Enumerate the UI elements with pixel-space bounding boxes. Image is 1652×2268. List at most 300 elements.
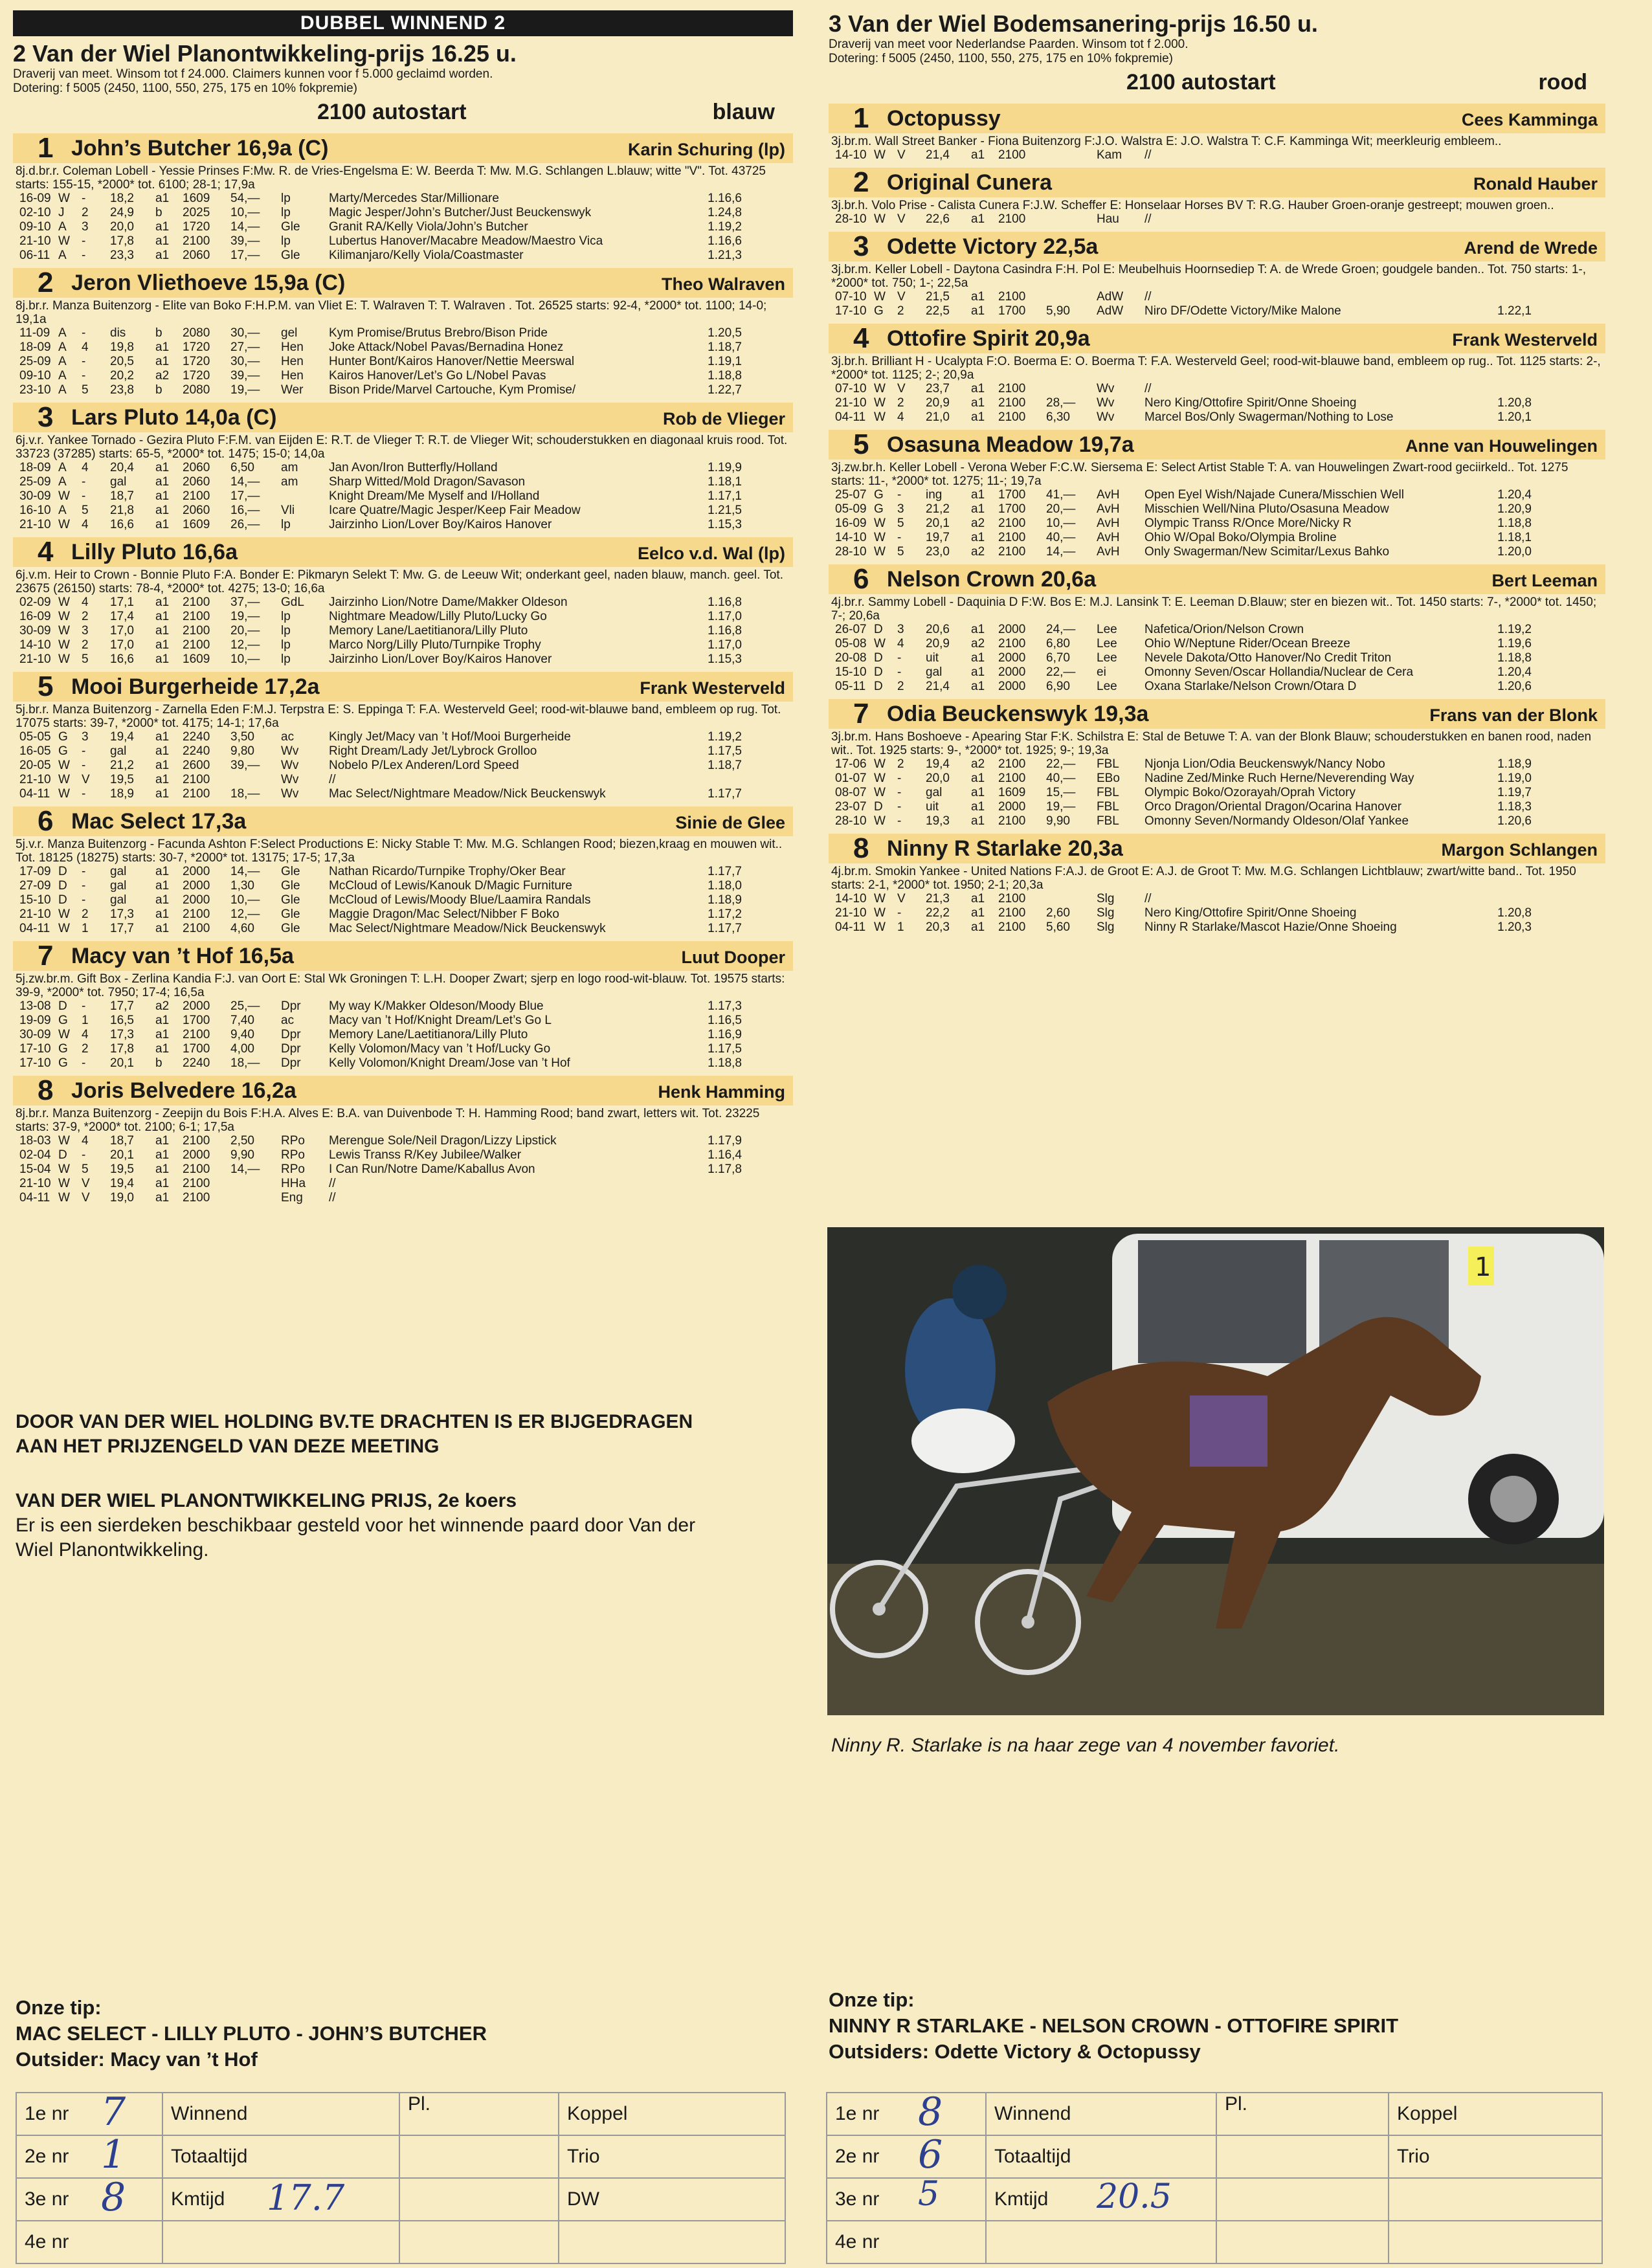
- result-cell: 6,80: [1046, 637, 1070, 650]
- result-row: [832, 772, 1534, 786]
- form-cell[interactable]: [162, 2178, 399, 2221]
- result-cell: Gle: [281, 922, 300, 935]
- result-cell: 41,—: [1046, 488, 1076, 502]
- result-cell: dis: [110, 326, 126, 340]
- result-row: [832, 488, 1534, 502]
- result-cell: //: [1144, 148, 1152, 162]
- result-cell: 14-10: [835, 531, 867, 544]
- result-cell: 19,—: [1046, 800, 1076, 814]
- result-cell: 28,—: [1046, 396, 1076, 410]
- result-row: [832, 757, 1534, 772]
- result-row: [17, 461, 744, 475]
- result-cell: 39,—: [230, 234, 260, 248]
- result-row: [832, 148, 1534, 162]
- horse-entry: [829, 104, 1605, 162]
- tip-picks: NINNY R STARLAKE - NELSON CROWN - OTTOFIRE SPIRIT: [829, 2014, 1399, 2037]
- result-cell: 40,—: [1046, 531, 1076, 544]
- result-row: [17, 907, 744, 922]
- result-cell: [1044, 148, 1094, 162]
- result-cell: -: [82, 787, 86, 801]
- result-cell: 14,—: [230, 475, 260, 489]
- result-cell: 21-10: [19, 518, 51, 531]
- result-cell: 1609: [998, 786, 1026, 799]
- result-cell: 07-10: [835, 382, 867, 395]
- result-cell: 28-10: [835, 545, 867, 559]
- result-cell: 19-09: [19, 1014, 51, 1027]
- form-cell[interactable]: [559, 2135, 785, 2178]
- form-cell[interactable]: [559, 2178, 785, 2221]
- form-cell[interactable]: [1389, 2093, 1602, 2135]
- horse-name: Macy van ’t Hof 16,5a: [71, 944, 294, 968]
- result-cell: 6,70: [1046, 651, 1070, 665]
- form-cell[interactable]: [1216, 2178, 1389, 2221]
- result-row: [17, 249, 744, 263]
- entries-list: [13, 133, 793, 1205]
- driver-name: Margon Schlangen: [1441, 840, 1598, 860]
- result-cell: 3: [897, 502, 904, 516]
- result-cell: 2100: [998, 757, 1026, 771]
- result-cell: 30,—: [230, 326, 260, 340]
- driver-name: Luut Dooper: [681, 948, 785, 967]
- form-cell[interactable]: [399, 2093, 559, 2135]
- form-cell[interactable]: [827, 2175, 986, 2221]
- result-cell: 10,—: [1046, 517, 1076, 530]
- result-cell: 1700: [998, 502, 1026, 516]
- result-cell: 5: [82, 1162, 89, 1176]
- handwritten-number: 8: [101, 2175, 126, 2220]
- form-label: Trio: [567, 2146, 600, 2167]
- driver-name: Rob de Vlieger: [662, 409, 785, 428]
- entries-list: [829, 104, 1605, 935]
- result-cell: -: [82, 879, 86, 893]
- result-row: [832, 920, 1534, 935]
- result-cell: lp: [281, 192, 291, 205]
- result-cell: a1: [971, 892, 985, 906]
- result-cell: 1.17,1: [708, 489, 742, 503]
- form-cell[interactable]: [399, 2178, 559, 2221]
- result-cell: 2000: [998, 665, 1026, 679]
- form-cell[interactable]: [827, 2221, 986, 2263]
- result-cell: 2240: [183, 730, 210, 744]
- result-cell: 20,5: [110, 355, 134, 368]
- result-cell: 2100: [183, 1177, 210, 1190]
- result-cell: ing: [926, 488, 943, 502]
- result-cell: Wv: [281, 787, 299, 801]
- result-cell: 17,8: [110, 234, 134, 248]
- result-cell: a1: [971, 623, 985, 636]
- form-cell[interactable]: [162, 2093, 399, 2135]
- result-cell: Lubertus Hanover/Macabre Meadow/Maestro Vica: [329, 234, 603, 248]
- form-cell[interactable]: [162, 2135, 399, 2178]
- result-row: [17, 383, 744, 397]
- handwritten-number: 6: [918, 2132, 943, 2177]
- result-row: [17, 744, 744, 759]
- result-cell: EBo: [1097, 772, 1120, 785]
- result-cell: 2100: [998, 906, 1026, 920]
- result-cell: Dpr: [281, 999, 301, 1013]
- result-cell: 19,3: [926, 814, 950, 828]
- result-cell: 14-10: [835, 892, 867, 906]
- horse-name: John’s Butcher 16,9a (C): [71, 136, 329, 161]
- form-cell[interactable]: [827, 2089, 986, 2135]
- result-cell: 1.17,3: [708, 999, 742, 1013]
- result-row: [17, 652, 744, 667]
- entry-number: 8: [38, 1074, 54, 1106]
- horse-entry: [13, 672, 793, 801]
- result-cell: a1: [971, 786, 985, 799]
- form-label: Winnend: [171, 2103, 248, 2124]
- result-cell: 1.18,7: [708, 759, 742, 772]
- result-cell: -: [897, 651, 902, 665]
- result-cell: [228, 1191, 278, 1205]
- result-row: [17, 595, 744, 610]
- result-cell: 2100: [998, 290, 1026, 304]
- result-cell: [1484, 382, 1534, 396]
- result-cell: 19,8: [110, 340, 134, 354]
- result-cell: 17-10: [19, 1042, 51, 1056]
- result-cell: W: [58, 1134, 70, 1148]
- tip-block: [16, 1995, 487, 2073]
- result-cell: -: [82, 489, 86, 503]
- result-cell: gal: [926, 665, 943, 679]
- result-cell: //: [329, 1191, 336, 1205]
- harness-racing-photo: [827, 1227, 1604, 1715]
- result-cell: a1: [971, 148, 985, 162]
- result-cell: -: [82, 865, 86, 878]
- result-cell: 18-09: [19, 340, 51, 354]
- result-cell: a1: [971, 212, 985, 226]
- form-cell[interactable]: [1216, 2093, 1389, 2135]
- result-cell: W: [58, 1191, 70, 1205]
- left-column: [13, 10, 793, 1205]
- result-cell: A: [58, 326, 67, 340]
- form-cell[interactable]: [827, 2132, 986, 2178]
- entry-number: 5: [853, 428, 869, 460]
- results-table: [832, 892, 1534, 935]
- result-cell: 1.20,4: [1497, 488, 1532, 502]
- result-cell: Niro DF/Odette Victory/Mike Malone: [1144, 304, 1341, 318]
- result-cell: 2100: [183, 1028, 210, 1041]
- result-row: [832, 382, 1534, 396]
- form-cell[interactable]: [16, 2089, 162, 2135]
- result-cell: W: [58, 1162, 70, 1176]
- entry-number: 5: [38, 671, 54, 702]
- result-cell: 1.16,4: [708, 1148, 742, 1162]
- result-cell: 1700: [183, 1014, 210, 1027]
- result-cell: 2000: [183, 999, 210, 1013]
- result-cell: [1484, 212, 1534, 227]
- form-label: 2e nr: [835, 2146, 880, 2167]
- result-cell: D: [58, 1148, 67, 1162]
- result-cell: A: [58, 340, 67, 354]
- horse-pedigree: 6j.v.r. Yankee Tornado - Gezira Pluto F:F.M. van Eijden E: R.T. de Vlieger T: R.T. de Vlieger Wit; schouderstukken en diagonaal kruis rood. Tot. 33723 (37285) starts: 65-5, *2000* tot. 1475; 15-0; 14,0a: [16, 434, 788, 461]
- form-cell[interactable]: [559, 2221, 785, 2263]
- entry-number: 1: [38, 132, 54, 164]
- tip-label: Onze tip:: [829, 1988, 915, 2011]
- result-row: [17, 355, 744, 369]
- sign-number: 1: [1475, 1252, 1491, 1282]
- entry-header: [13, 941, 793, 971]
- result-cell: W: [58, 192, 70, 205]
- result-cell: 18,7: [110, 489, 134, 503]
- result-cell: 9,40: [230, 1028, 254, 1041]
- result-cell: 18,2: [110, 192, 134, 205]
- result-cell: 4: [82, 1028, 89, 1041]
- result-cell: a1: [155, 787, 170, 801]
- results-table: [17, 461, 744, 532]
- result-cell: 05-08: [835, 637, 867, 650]
- result-cell: a1: [155, 744, 170, 758]
- result-cell: 22,—: [1046, 757, 1076, 771]
- result-row: [17, 879, 744, 893]
- form-cell[interactable]: [399, 2221, 559, 2263]
- form-cell[interactable]: [1389, 2178, 1602, 2221]
- result-cell: 13-08: [19, 999, 51, 1013]
- form-cell[interactable]: [986, 2178, 1216, 2221]
- result-cell: FBL: [1097, 757, 1119, 771]
- result-cell: Ninny R Starlake/Mascot Hazie/Onne Shoeing: [1144, 920, 1397, 934]
- result-cell: Oxana Starlake/Nelson Crown/Otara D: [1144, 680, 1357, 693]
- result-cell: 24,—: [1046, 623, 1076, 636]
- result-cell: Marco Norg/Lilly Pluto/Turnpike Trophy: [329, 638, 541, 652]
- race-dotering: Dotering: f 5005 (2450, 1100, 550, 275, 175 en 10% fokpremie): [829, 52, 1174, 65]
- result-cell: a2: [155, 369, 170, 383]
- result-cell: 4,60: [230, 922, 254, 935]
- result-cell: 2,60: [1046, 906, 1070, 920]
- result-cell: 08-07: [835, 786, 867, 799]
- horse-entry: [13, 537, 793, 667]
- result-cell: 12,—: [230, 907, 260, 921]
- result-cell: 2100: [183, 907, 210, 921]
- result-cell: 17-06: [835, 757, 867, 771]
- result-cell: AdW: [1097, 304, 1124, 318]
- result-cell: //: [1144, 212, 1152, 226]
- result-cell: A: [58, 475, 67, 489]
- result-cell: 3: [897, 623, 904, 636]
- result-cell: Kilimanjaro/Kelly Viola/Coastmaster: [329, 249, 524, 262]
- result-cell: W: [58, 1028, 70, 1041]
- result-cell: lp: [281, 234, 291, 248]
- result-cell: a1: [155, 595, 170, 609]
- result-cell: 1720: [183, 355, 210, 368]
- handwritten-kmtijd: 17.7: [267, 2177, 345, 2218]
- driver-name: Eelco v.d. Wal (lp): [637, 544, 785, 563]
- horse-name: Lilly Pluto 16,6a: [71, 540, 238, 564]
- result-cell: 2000: [998, 680, 1026, 693]
- result-cell: 19,—: [230, 383, 260, 397]
- result-cell: lp: [281, 518, 291, 531]
- result-cell: //: [329, 773, 336, 786]
- result-cell: 1.16,6: [708, 192, 742, 205]
- result-cell: a1: [971, 906, 985, 920]
- result-cell: Misschien Well/Nina Pluto/Osasuna Meadow: [1144, 502, 1389, 516]
- result-cell: 1.16,9: [708, 1028, 742, 1041]
- dubbel-winnend-banner: DUBBEL WINNEND 2: [13, 10, 793, 36]
- result-cell: 1.19,9: [708, 461, 742, 474]
- result-row: [832, 906, 1534, 920]
- form-cell[interactable]: [399, 2135, 559, 2178]
- result-cell: 4,00: [230, 1042, 254, 1056]
- result-cell: 2100: [183, 1162, 210, 1176]
- result-cell: 1: [82, 1014, 89, 1027]
- result-cell: Hunter Bont/Kairos Hanover/Nettie Meerswal: [329, 355, 575, 368]
- result-cell: lp: [281, 638, 291, 652]
- result-cell: G: [58, 730, 68, 744]
- result-cell: 1.19,7: [1497, 786, 1532, 799]
- form-cell[interactable]: [16, 2221, 162, 2263]
- result-cell: 16,5: [110, 1014, 134, 1027]
- form-cell[interactable]: [1216, 2135, 1389, 2178]
- result-cell: [694, 1177, 744, 1191]
- result-cell: W: [58, 624, 70, 638]
- result-cell: a1: [971, 396, 985, 410]
- race-title: 2 Van der Wiel Planontwikkeling-prijs 16.25 u.: [13, 40, 517, 67]
- form-cell[interactable]: [16, 2132, 162, 2178]
- horse-pedigree: 5j.zw.br.m. Gift Box - Zerlina Kandia F:J. van Oort E: Stal Wk Groningen T: L.H. Dooper Zwart; sjerp en logo rood-wit-blauw. Tot. 19575 starts: 39-9, *2000* tot. 7950; 17-4; 16,5a: [16, 972, 785, 999]
- result-cell: 15-04: [19, 1162, 51, 1176]
- result-cell: A: [58, 355, 67, 368]
- driver-name: Frank Westerveld: [640, 678, 785, 698]
- result-cell: 17-10: [19, 1056, 51, 1070]
- result-cell: a1: [971, 290, 985, 304]
- result-cell: a1: [155, 192, 170, 205]
- result-cell: -: [897, 800, 902, 814]
- result-cell: a1: [971, 772, 985, 785]
- result-cell: 3: [82, 730, 89, 744]
- result-cell: 3,50: [230, 730, 254, 744]
- form-label: Koppel: [1397, 2103, 1458, 2124]
- result-cell: D: [874, 800, 883, 814]
- result-cell: gal: [110, 865, 127, 878]
- result-cell: Gle: [281, 249, 300, 262]
- form-cell[interactable]: [16, 2175, 162, 2221]
- results-table: [832, 623, 1534, 694]
- results-table: [17, 865, 744, 936]
- result-cell: 14,—: [1046, 545, 1076, 559]
- driver-name: Sinie de Glee: [675, 813, 785, 832]
- result-cell: 07-10: [835, 290, 867, 304]
- result-cell: A: [58, 220, 67, 234]
- result-cell: 16-05: [19, 744, 51, 758]
- result-cell: 05-11: [835, 680, 866, 693]
- result-cell: 1.19,2: [1497, 623, 1532, 636]
- result-cell: W: [58, 638, 70, 652]
- form-cell[interactable]: [986, 2093, 1216, 2135]
- result-cell: 2: [82, 638, 89, 652]
- result-cell: Kelly Volomon/Knight Dream/Jose van ’t Hof: [329, 1056, 570, 1070]
- result-cell: 2000: [183, 865, 210, 878]
- result-cell: 27,—: [230, 340, 260, 354]
- result-cell: 1.22,7: [708, 383, 742, 397]
- result-cell: 26,—: [230, 518, 260, 531]
- form-cell[interactable]: [1216, 2221, 1389, 2263]
- result-cell: 2100: [183, 638, 210, 652]
- result-cell: A: [58, 383, 67, 397]
- result-cell: Memory Lane/Laetitianora/Lilly Pluto: [329, 1028, 528, 1041]
- result-cell: W: [874, 290, 886, 304]
- result-cell: 21-10: [19, 773, 51, 786]
- result-cell: 6,90: [1046, 680, 1070, 693]
- result-cell: Orco Dragon/Oriental Dragon/Ocarina Hanover: [1144, 800, 1402, 814]
- form-cell[interactable]: [1389, 2221, 1602, 2263]
- result-cell: 1.20,3: [1497, 920, 1532, 934]
- result-cell: 2100: [998, 517, 1026, 530]
- horse-name: Odia Beuckenswyk 19,3a: [887, 702, 1149, 726]
- handwritten-number: 1: [101, 2132, 126, 2177]
- result-cell: lp: [281, 624, 291, 638]
- result-cell: Kairos Hanover/Let’s Go L/Nobel Pavas: [329, 369, 546, 383]
- results-table: [832, 488, 1534, 559]
- result-cell: Memory Lane/Laetitianora/Lilly Pluto: [329, 624, 528, 638]
- result-row: [832, 517, 1534, 531]
- result-row: [832, 665, 1534, 680]
- form-cell[interactable]: [1389, 2135, 1602, 2178]
- result-cell: gal: [110, 893, 127, 907]
- entry-number: 3: [853, 230, 869, 262]
- result-cell: D: [874, 651, 883, 665]
- race-conditions: Draverij van meet. Winsom tot f 24.000. Claimers kunnen voor f 5.000 geclaimd worden.: [13, 67, 493, 81]
- result-cell: FBL: [1097, 800, 1119, 814]
- result-cell: Granit RA/Kelly Viola/John’s Butcher: [329, 220, 528, 234]
- driver-name: Frank Westerveld: [1452, 330, 1598, 350]
- form-cell[interactable]: [559, 2093, 785, 2135]
- result-cell: 1.20,6: [1497, 680, 1532, 693]
- result-cell: 20,4: [110, 461, 134, 474]
- result-cell: My way K/Makker Oldeson/Moody Blue: [329, 999, 544, 1013]
- result-cell: W: [874, 814, 886, 828]
- result-cell: Jairzinho Lion/Notre Dame/Makker Oldeson: [329, 595, 568, 609]
- result-cell: AvH: [1097, 517, 1120, 530]
- result-cell: -: [82, 249, 86, 262]
- result-row: [832, 800, 1534, 814]
- result-cell: 1.20,0: [1497, 545, 1532, 559]
- result-cell: -: [897, 665, 902, 679]
- result-cell: W: [874, 786, 886, 799]
- result-cell: Macy van ’t Hof/Knight Dream/Let’s Go L: [329, 1014, 552, 1027]
- notice-line: AAN HET PRIJZENGELD VAN DEZE MEETING: [16, 1436, 440, 1457]
- result-cell: 2100: [998, 892, 1026, 906]
- driver-name: Karin Schuring (lp): [628, 140, 785, 159]
- result-cell: 2000: [998, 651, 1026, 665]
- entry-number: 4: [38, 536, 54, 568]
- result-cell: 14,—: [230, 1162, 260, 1176]
- result-row: [17, 340, 744, 355]
- result-cell: 1.22,1: [1497, 304, 1532, 318]
- result-cell: 14,—: [230, 865, 260, 878]
- race-color: blauw: [712, 100, 775, 124]
- result-row: [832, 786, 1534, 800]
- result-cell: 1.16,8: [708, 595, 742, 609]
- horse-name: Ninny R Starlake 20,3a: [887, 836, 1123, 861]
- result-cell: 1.17,5: [708, 1042, 742, 1056]
- result-row: [17, 1134, 744, 1148]
- result-cell: Nobelo P/Lex Anderen/Lord Speed: [329, 759, 519, 772]
- result-cell: Olympic Boko/Ozorayah/Oprah Victory: [1144, 786, 1356, 799]
- form-cell[interactable]: [986, 2135, 1216, 2178]
- form-cell[interactable]: [986, 2221, 1216, 2263]
- result-cell: -: [82, 326, 86, 340]
- result-cell: a1: [155, 220, 170, 234]
- horse-name: Mooi Burgerheide 17,2a: [71, 674, 320, 699]
- result-cell: ei: [1097, 665, 1106, 679]
- result-cell: 2100: [183, 773, 210, 786]
- form-cell[interactable]: [162, 2221, 399, 2263]
- result-row: [832, 637, 1534, 651]
- result-cell: 20,1: [110, 1148, 134, 1162]
- horse-pedigree: 4j.br.r. Sammy Lobell - Daquinia D F:W. Bos E: M.J. Lansink T: E. Leeman D.Blauw; ster en biezen wit.. Tot. 1450 starts: 7-, *2000* tot. 1450; 7-; 20,6a: [831, 595, 1597, 623]
- result-cell: 21,4: [926, 148, 950, 162]
- horse-entry: [13, 941, 793, 1071]
